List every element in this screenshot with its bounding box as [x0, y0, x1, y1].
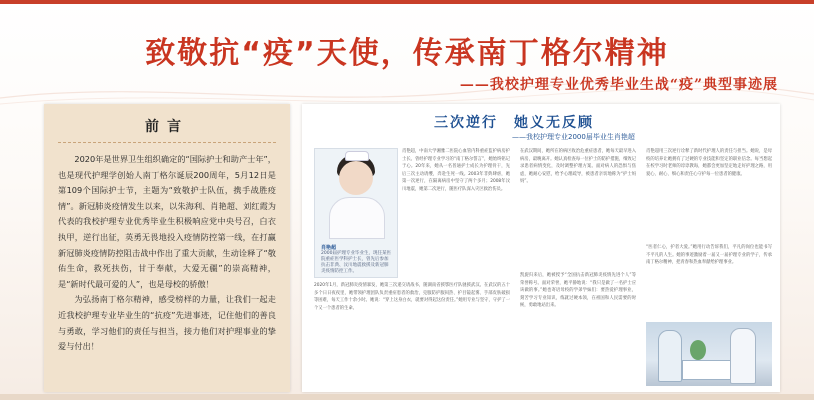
ward-photo [646, 322, 772, 386]
poster-title: 致敬抗“疫”天使，传承南丁格尔精神 [145, 36, 669, 71]
article-title: 三次逆行 她义无反顾 [434, 115, 594, 131]
article-column-2-bottom: 凯旋归来后，她被授予“全国抗击新冠肺炎疫情先进个人”等荣誉称号。面对荣誉，她平静地说：“我只是做了一名护士应该做的事。”她也寄语母校的学弟学妹们：要热爱护理事业，刻苦学习专业知识，练就过硬本领，在祖国和人民需要的时候，勇敢地站出来。 [520, 273, 636, 309]
portrait-name: 肖艳超 [321, 245, 337, 251]
article-panel [302, 104, 780, 392]
nurse-cap [345, 151, 369, 161]
article-subtitle: ——我校护理专业2000届毕业生肖艳超 [512, 133, 635, 141]
poster-subtitle: ——我校护理专业优秀毕业生战“疫”典型事迹展 [459, 77, 778, 93]
portrait-caption [321, 245, 391, 275]
portrait-photo [314, 148, 398, 278]
portrait-uniform [329, 197, 385, 239]
preface-paragraph: 为弘扬南丁格尔精神，感受榜样的力量，让我们一起走近我校护理专业毕业生的“抗疫”先进事迹，记住他们的善良与勇敢，学习他们的责任与担当，接力他们对护理事业的挚爱与付出！ [58, 294, 276, 352]
bottom-band [0, 394, 814, 400]
preface-paragraph: 2020年是世界卫生组织确定的“国际护士和助产士年”，也是现代护理学创始人南丁格尔诞辰200周年，5月12日是第109个国际护士节，主题为“致敬护士队伍，携手战胜疫情”。新冠肺炎疫情发生以来，以朱海利、肖艳超、刘红霞为代表的我校护理专业优秀毕业生积极响应党中央号召，白衣执甲，逆行出征，英勇无畏地投入疫情防控第一线，在打赢新冠肺炎疫情防控阻击战中作出了重大贡献，生动诠释了“敬佑生命，救死扶伤，甘于奉献，大爱无疆”的崇高精神，是“新时代最可爱的人”，也是母校的骄傲！ [58, 154, 276, 289]
patient-figure [730, 328, 756, 384]
nurse-figure [658, 330, 682, 382]
preface-divider [58, 142, 276, 144]
preface-body [58, 152, 276, 355]
article-column-1-bottom: 2020年1月，新冠肺炎疫情暴发，她第三次递交请战书，随湖南省援鄂医疗队驰援武汉。在武汉的五十多个日日夜夜里，她带领护理团队负责重症患者的救治，克服防护服闷热、护目镜起雾、手部皮肤破损等困难，每天工作十余小时。她说：“穿上这身白衣，就要对得起这份责任。”她用专业与坚守，守护了一个又一个患者的生命。 [314, 283, 510, 311]
article-column-1-top: 肖艳超，中南大学湘雅二医院心血管内科重症监护病房护士长。曾经护理专业学习的“南丁格尔誓言”，她始终铭记于心。20年来，她从一名普通护士成长为护理骨干，先后三次主动请缨，奔赴生死一线。2003年非典肆虐，她第一次逆行，在隔离病房中坚守了两个多月；2008年汶川地震，她第二次逆行，随医疗队深入灾区救治伤员。 [402, 149, 510, 192]
portrait-caption-text: 2000届护理专业毕业生，现任某医院重症医学科护士长，曾先后参加抗击非典、汶川地震救援及新冠肺炎疫情防控工作。 [321, 251, 391, 274]
preface-title: 前言 [145, 119, 189, 135]
article-column-3-bottom: “医者仁心，护者大爱。”她用行动告诉我们，平凡的岗位也能书写不平凡的人生。她的事迹激励着一届又一届护理专业的学子，传承南丁格尔精神，把青春和热血奉献给护理事业。 [646, 245, 772, 266]
preface-panel [44, 104, 290, 392]
portrait-face [339, 161, 373, 195]
article-column-3-top: 肖艳超用三次逆行诠释了新时代护理人的责任与担当。她说，是母校的培养让她拥有了过硬的专业技能和坚定的职业信念。每当想起在校学习时老师的谆谆教诲，她都会更加坚定地走好护理之路，用爱心、耐心、细心和责任心守护每一位患者的健康。 [646, 149, 772, 177]
plant-decoration [690, 340, 706, 360]
hospital-bed [682, 360, 732, 380]
article-column-2-top: 在武汉期间，她所在的病区收治危重症患者，她每天最早进入病房，最晚离开。她认真检查每一位护士的防护措施，细致记录患者病情变化，及时调整护理方案。面对病人的恐惧与焦虑，她耐心安慰，给予心理疏导，被患者亲切地称为“护士妈妈”。 [520, 149, 636, 185]
top-accent-bar [0, 0, 814, 4]
